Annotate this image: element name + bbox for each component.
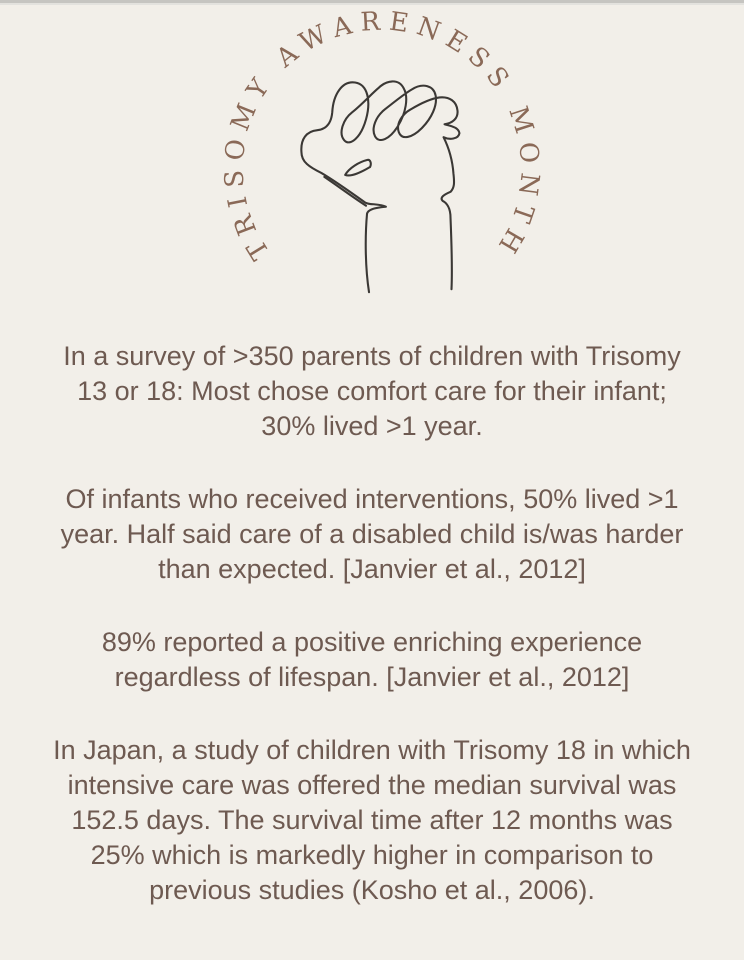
text-line: previous studies (Kosho et al., 2006). bbox=[149, 875, 595, 905]
paragraph-positive-experience bbox=[14, 625, 730, 695]
paragraph-japan-study bbox=[14, 733, 730, 908]
text-line: Of infants who received interventions, 50% lived >1 bbox=[65, 484, 679, 514]
paragraph-survey bbox=[14, 339, 730, 444]
text-line: In Japan, a study of children with Trisomy 18 in which bbox=[53, 735, 691, 765]
text-line: regardless of lifespan. [Janvier et al., 2012] bbox=[114, 662, 630, 692]
logo-canvas bbox=[0, 5, 744, 323]
text-line: 30% lived >1 year. bbox=[261, 411, 483, 441]
text-line: than expected. [Janvier et al., 2012] bbox=[158, 554, 586, 584]
raised-fist-icon bbox=[301, 81, 459, 292]
logo-arc-text: TRISOMY AWARENESS MONTH bbox=[219, 6, 545, 265]
paragraph-interventions bbox=[14, 482, 730, 587]
text-line: intensive care was offered the median survival was bbox=[67, 770, 677, 800]
statistics-text-block bbox=[0, 339, 744, 908]
text-line: year. Half said care of a disabled child is/was harder bbox=[60, 519, 684, 549]
text-line: 89% reported a positive enriching experience bbox=[101, 627, 643, 657]
trisomy-awareness-logo bbox=[0, 5, 744, 323]
text-line: 13 or 18: Most chose comfort care for their infant; bbox=[77, 376, 667, 406]
text-line: 152.5 days. The survival time after 12 months was bbox=[71, 805, 673, 835]
text-line: 25% which is markedly higher in comparison to bbox=[90, 840, 654, 870]
text-line: In a survey of >350 parents of children with Trisomy bbox=[63, 341, 681, 371]
